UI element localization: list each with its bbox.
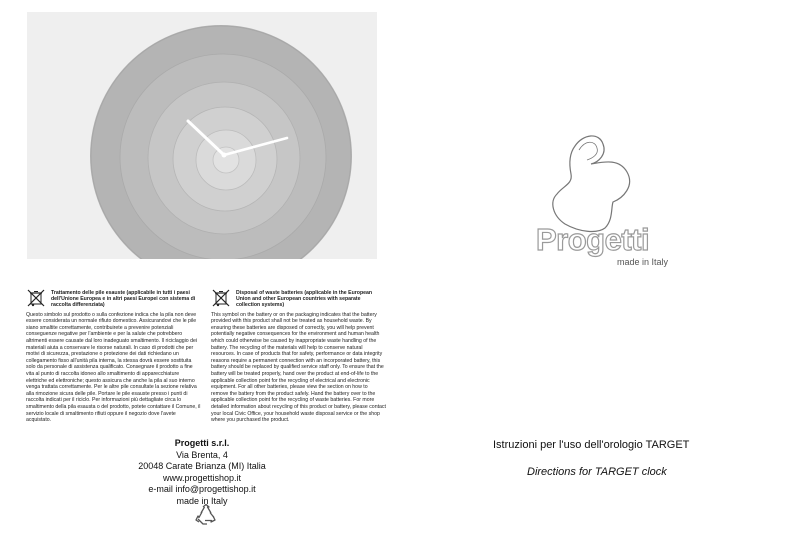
brand-name: Progetti [536,222,650,257]
company-name: Progetti s.r.l. [174,438,230,448]
disposal-notice-english [211,289,386,424]
title-italian: Istruzioni per l'uso dell'orologio TARGET [493,439,690,451]
brand-tagline: made in Italy [617,257,669,267]
disposal-notice-italian [26,289,201,424]
target-clock-image [27,12,377,259]
company-email: e-mail info@progettishop.it [148,484,256,495]
company-origin: made in Italy [176,495,228,506]
company-street: Via Brenta, 4 [176,449,228,460]
notice-body: This symbol on the battery or on the packaging indicates that the battery provided with this product shall not be treated as household waste. By ensuring these batteries are disposed of correctly, you will help prevent potentially negative consequences for the environment and human health which could otherwise be caused by inappropriate waste handling of the battery. The recycling of the materials will help to conserve natural resources. In case of products that for safety, performance or data integrity reasons require a permanent connection with an incorporated battery, this battery should be replaced by qualified service staff only. To ensure that the battery will be treated properly, hand over the product at end-of-life to the applicable collection point for the recycling of electrical and electronic equipment. For all other batteries, please view the section on how to remove the battery from the product safely. Hand the battery over to the applicable collection point for the recycling of waste batteries. For more detailed information about recycling of this product or battery, please contact your local Civic Office, your household waste disposal service or the shop where you purchased the product. [211,311,386,424]
company-address [112,438,292,508]
clock-center-cap [222,153,227,158]
title-english: Directions for TARGET clock [527,466,667,478]
product-photo [27,12,377,259]
notice-body: Questo simbolo sul prodotto o sulla confezione indica che la pila non deve essere considerata un normale rifiuto domestico. Assicurandovi che le pile siano smaltite correttamente, contribuirete a prevenire potenziali conseguenze negative per l'ambiente e per la salute che potrebbero altrimenti essere causate dal loro inadeguato smaltimento. Il riciclaggio dei materiali aiuta a conservare le risorse naturali. In caso di prodotti che per motivi di sicurezza, prestazione o protezione dei dati richiedano un collegamento fisso all'unità pila interna, la stessa dovrà essere sostituita solo da personale di assistenza qualificato. Consegnare il prodotto a fine vita al punto di raccolta idoneo allo smaltimento di apparecchiature elettriche ed elettroniche; questo assicura che anche la pila al suo interno venga trattata correttamente. Per le altre pile consultate la sezione relativa alla rimozione sicura delle pile. Portare le pile esauste presso i punti di raccolta indicati per il riciclo. Per informazioni più dettagliate circa lo smaltimento della pila esausta o del prodotto, potete contattare il Comune, il servizio locale di smaltimento rifiuti oppure il negozio dove l'avete acquistato. [26,311,201,424]
notice-heading: Disposal of waste batteries (applicable in the European Union and other European countries with separate collection systems) [236,290,373,309]
company-website: www.progettishop.it [162,472,242,483]
crossed-out-wheelie-bin-icon [26,289,46,307]
crossed-out-wheelie-bin-icon [211,289,231,307]
recycle-icon [194,503,218,527]
company-city: 20048 Carate Brianza (MI) Italia [138,461,266,472]
notice-heading: Trattamento delle pile esauste (applicabile in tutti i paesi dell'Unione Europea e in altri paesi Europei con sistema di raccolta differenziata) [51,290,196,309]
